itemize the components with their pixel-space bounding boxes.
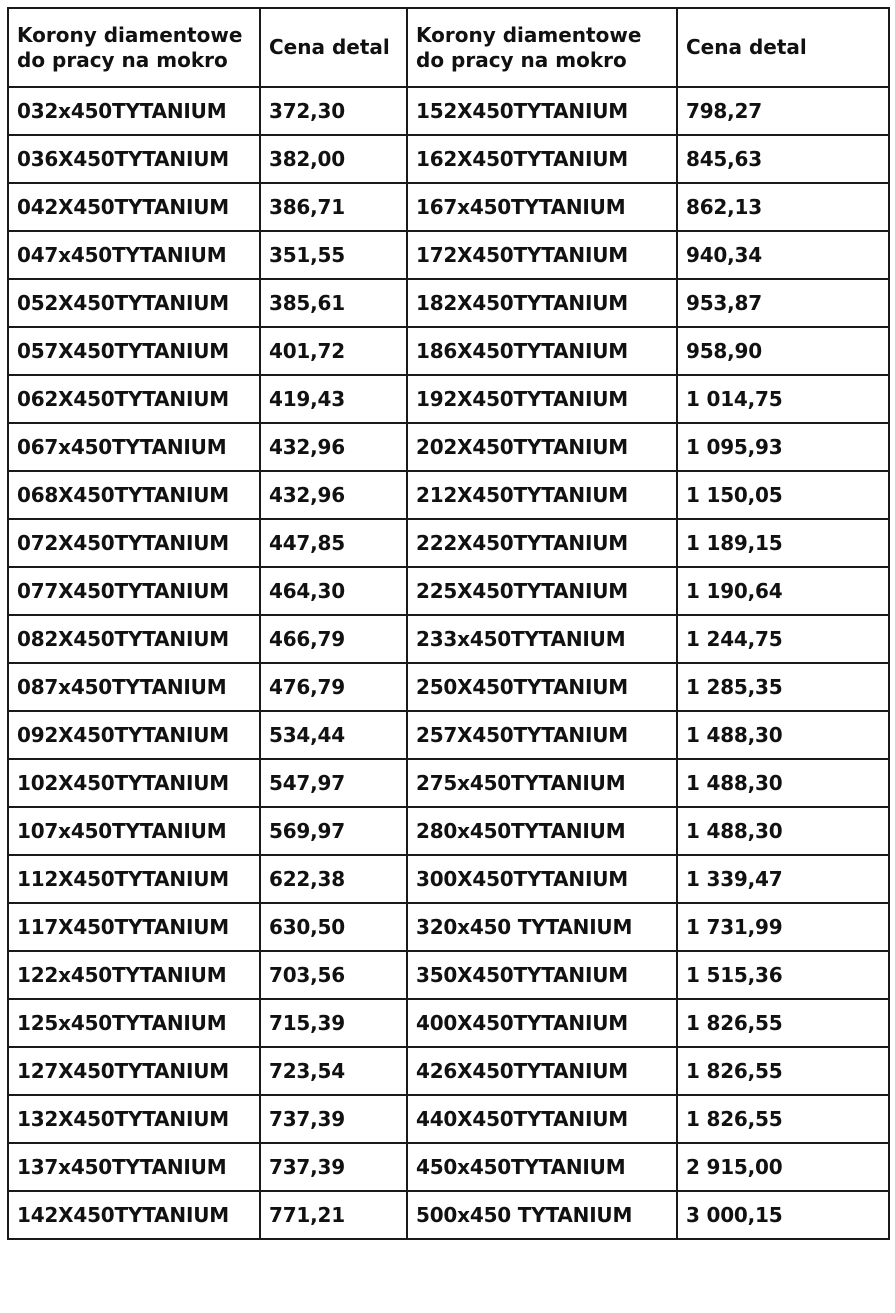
right-product-cell: 167x450TYTANIUM xyxy=(407,183,677,231)
right-product-cell: 225X450TYTANIUM xyxy=(407,567,677,615)
left-price-cell: 372,30 xyxy=(260,87,407,135)
left-price-cell: 771,21 xyxy=(260,1191,407,1239)
left-product-cell: 067x450TYTANIUM xyxy=(8,423,260,471)
left-product-cell: 112X450TYTANIUM xyxy=(8,855,260,903)
table-row xyxy=(8,1047,889,1095)
left-price-cell: 569,97 xyxy=(260,807,407,855)
table-row xyxy=(8,87,889,135)
right-price-cell: 845,63 xyxy=(677,135,889,183)
right-price-cell: 1 339,47 xyxy=(677,855,889,903)
table-header xyxy=(8,8,889,87)
table-row xyxy=(8,1095,889,1143)
table-row xyxy=(8,711,889,759)
left-product-cell: 068X450TYTANIUM xyxy=(8,471,260,519)
right-price-cell: 1 244,75 xyxy=(677,615,889,663)
left-product-cell: 082X450TYTANIUM xyxy=(8,615,260,663)
left-product-cell: 107x450TYTANIUM xyxy=(8,807,260,855)
left-price-cell: 386,71 xyxy=(260,183,407,231)
right-price-cell: 940,34 xyxy=(677,231,889,279)
table-row xyxy=(8,615,889,663)
right-price-cell: 798,27 xyxy=(677,87,889,135)
left-product-cell: 052X450TYTANIUM xyxy=(8,279,260,327)
right-product-cell: 172X450TYTANIUM xyxy=(407,231,677,279)
price-table xyxy=(7,7,890,1240)
right-price-cell: 1 189,15 xyxy=(677,519,889,567)
right-price-cell: 862,13 xyxy=(677,183,889,231)
table-row xyxy=(8,759,889,807)
left-price-cell: 737,39 xyxy=(260,1095,407,1143)
right-price-cell: 1 826,55 xyxy=(677,1095,889,1143)
right-product-cell: 400X450TYTANIUM xyxy=(407,999,677,1047)
left-price-cell: 737,39 xyxy=(260,1143,407,1191)
right-product-cell: 300X450TYTANIUM xyxy=(407,855,677,903)
right-product-cell: 182X450TYTANIUM xyxy=(407,279,677,327)
left-product-cell: 102X450TYTANIUM xyxy=(8,759,260,807)
table-row xyxy=(8,231,889,279)
right-product-cell: 440X450TYTANIUM xyxy=(407,1095,677,1143)
left-price-cell: 419,43 xyxy=(260,375,407,423)
left-product-cell: 077X450TYTANIUM xyxy=(8,567,260,615)
right-product-cell: 192X450TYTANIUM xyxy=(407,375,677,423)
right-product-cell: 162X450TYTANIUM xyxy=(407,135,677,183)
right-product-cell: 500x450 TYTANIUM xyxy=(407,1191,677,1239)
left-price-cell: 432,96 xyxy=(260,471,407,519)
table-row xyxy=(8,951,889,999)
table-row xyxy=(8,999,889,1047)
table-row xyxy=(8,1191,889,1239)
left-product-cell: 127X450TYTANIUM xyxy=(8,1047,260,1095)
right-product-cell: 426X450TYTANIUM xyxy=(407,1047,677,1095)
left-price-cell: 715,39 xyxy=(260,999,407,1047)
header-product-left: Korony diamentowe do pracy na mokro xyxy=(8,8,260,87)
table-row xyxy=(8,279,889,327)
right-product-cell: 202X450TYTANIUM xyxy=(407,423,677,471)
table-row xyxy=(8,375,889,423)
header-product-right: Korony diamentowe do pracy na mokro xyxy=(407,8,677,87)
left-product-cell: 087x450TYTANIUM xyxy=(8,663,260,711)
table-row xyxy=(8,855,889,903)
right-price-cell: 1 190,64 xyxy=(677,567,889,615)
right-product-cell: 350X450TYTANIUM xyxy=(407,951,677,999)
left-product-cell: 047x450TYTANIUM xyxy=(8,231,260,279)
left-price-cell: 476,79 xyxy=(260,663,407,711)
left-product-cell: 137x450TYTANIUM xyxy=(8,1143,260,1191)
table-row xyxy=(8,567,889,615)
left-product-cell: 042X450TYTANIUM xyxy=(8,183,260,231)
left-price-cell: 723,54 xyxy=(260,1047,407,1095)
left-product-cell: 032x450TYTANIUM xyxy=(8,87,260,135)
header-price-left: Cena detal xyxy=(260,8,407,87)
right-price-cell: 1 014,75 xyxy=(677,375,889,423)
right-product-cell: 233x450TYTANIUM xyxy=(407,615,677,663)
table-row xyxy=(8,519,889,567)
left-price-cell: 351,55 xyxy=(260,231,407,279)
right-product-cell: 257X450TYTANIUM xyxy=(407,711,677,759)
table-row xyxy=(8,1143,889,1191)
left-price-cell: 432,96 xyxy=(260,423,407,471)
right-product-cell: 186X450TYTANIUM xyxy=(407,327,677,375)
table-row xyxy=(8,903,889,951)
left-price-cell: 622,38 xyxy=(260,855,407,903)
right-price-cell: 1 488,30 xyxy=(677,711,889,759)
right-price-cell: 1 095,93 xyxy=(677,423,889,471)
left-price-cell: 534,44 xyxy=(260,711,407,759)
table-row xyxy=(8,183,889,231)
right-product-cell: 222X450TYTANIUM xyxy=(407,519,677,567)
left-product-cell: 057X450TYTANIUM xyxy=(8,327,260,375)
right-price-cell: 1 731,99 xyxy=(677,903,889,951)
right-price-cell: 958,90 xyxy=(677,327,889,375)
table-row xyxy=(8,135,889,183)
right-product-cell: 212X450TYTANIUM xyxy=(407,471,677,519)
left-price-cell: 466,79 xyxy=(260,615,407,663)
right-price-cell: 1 150,05 xyxy=(677,471,889,519)
left-product-cell: 092X450TYTANIUM xyxy=(8,711,260,759)
left-product-cell: 122x450TYTANIUM xyxy=(8,951,260,999)
right-product-cell: 275x450TYTANIUM xyxy=(407,759,677,807)
table-row xyxy=(8,807,889,855)
left-product-cell: 125x450TYTANIUM xyxy=(8,999,260,1047)
right-product-cell: 320x450 TYTANIUM xyxy=(407,903,677,951)
right-price-cell: 1 488,30 xyxy=(677,807,889,855)
table-row xyxy=(8,423,889,471)
left-product-cell: 132X450TYTANIUM xyxy=(8,1095,260,1143)
right-price-cell: 1 826,55 xyxy=(677,1047,889,1095)
left-price-cell: 382,00 xyxy=(260,135,407,183)
right-price-cell: 1 488,30 xyxy=(677,759,889,807)
left-price-cell: 630,50 xyxy=(260,903,407,951)
left-price-cell: 703,56 xyxy=(260,951,407,999)
right-product-cell: 152X450TYTANIUM xyxy=(407,87,677,135)
table-row xyxy=(8,471,889,519)
left-price-cell: 401,72 xyxy=(260,327,407,375)
right-product-cell: 250X450TYTANIUM xyxy=(407,663,677,711)
left-price-cell: 547,97 xyxy=(260,759,407,807)
left-price-cell: 464,30 xyxy=(260,567,407,615)
left-product-cell: 062X450TYTANIUM xyxy=(8,375,260,423)
left-product-cell: 117X450TYTANIUM xyxy=(8,903,260,951)
left-price-cell: 447,85 xyxy=(260,519,407,567)
header-price-right: Cena detal xyxy=(677,8,889,87)
header-row xyxy=(8,8,889,87)
right-price-cell: 1 285,35 xyxy=(677,663,889,711)
left-product-cell: 142X450TYTANIUM xyxy=(8,1191,260,1239)
left-product-cell: 036X450TYTANIUM xyxy=(8,135,260,183)
table-row xyxy=(8,663,889,711)
right-price-cell: 953,87 xyxy=(677,279,889,327)
right-price-cell: 3 000,15 xyxy=(677,1191,889,1239)
right-price-cell: 1 515,36 xyxy=(677,951,889,999)
table-body xyxy=(8,87,889,1239)
right-price-cell: 1 826,55 xyxy=(677,999,889,1047)
left-price-cell: 385,61 xyxy=(260,279,407,327)
right-price-cell: 2 915,00 xyxy=(677,1143,889,1191)
left-product-cell: 072X450TYTANIUM xyxy=(8,519,260,567)
table-row xyxy=(8,327,889,375)
right-product-cell: 450x450TYTANIUM xyxy=(407,1143,677,1191)
right-product-cell: 280x450TYTANIUM xyxy=(407,807,677,855)
